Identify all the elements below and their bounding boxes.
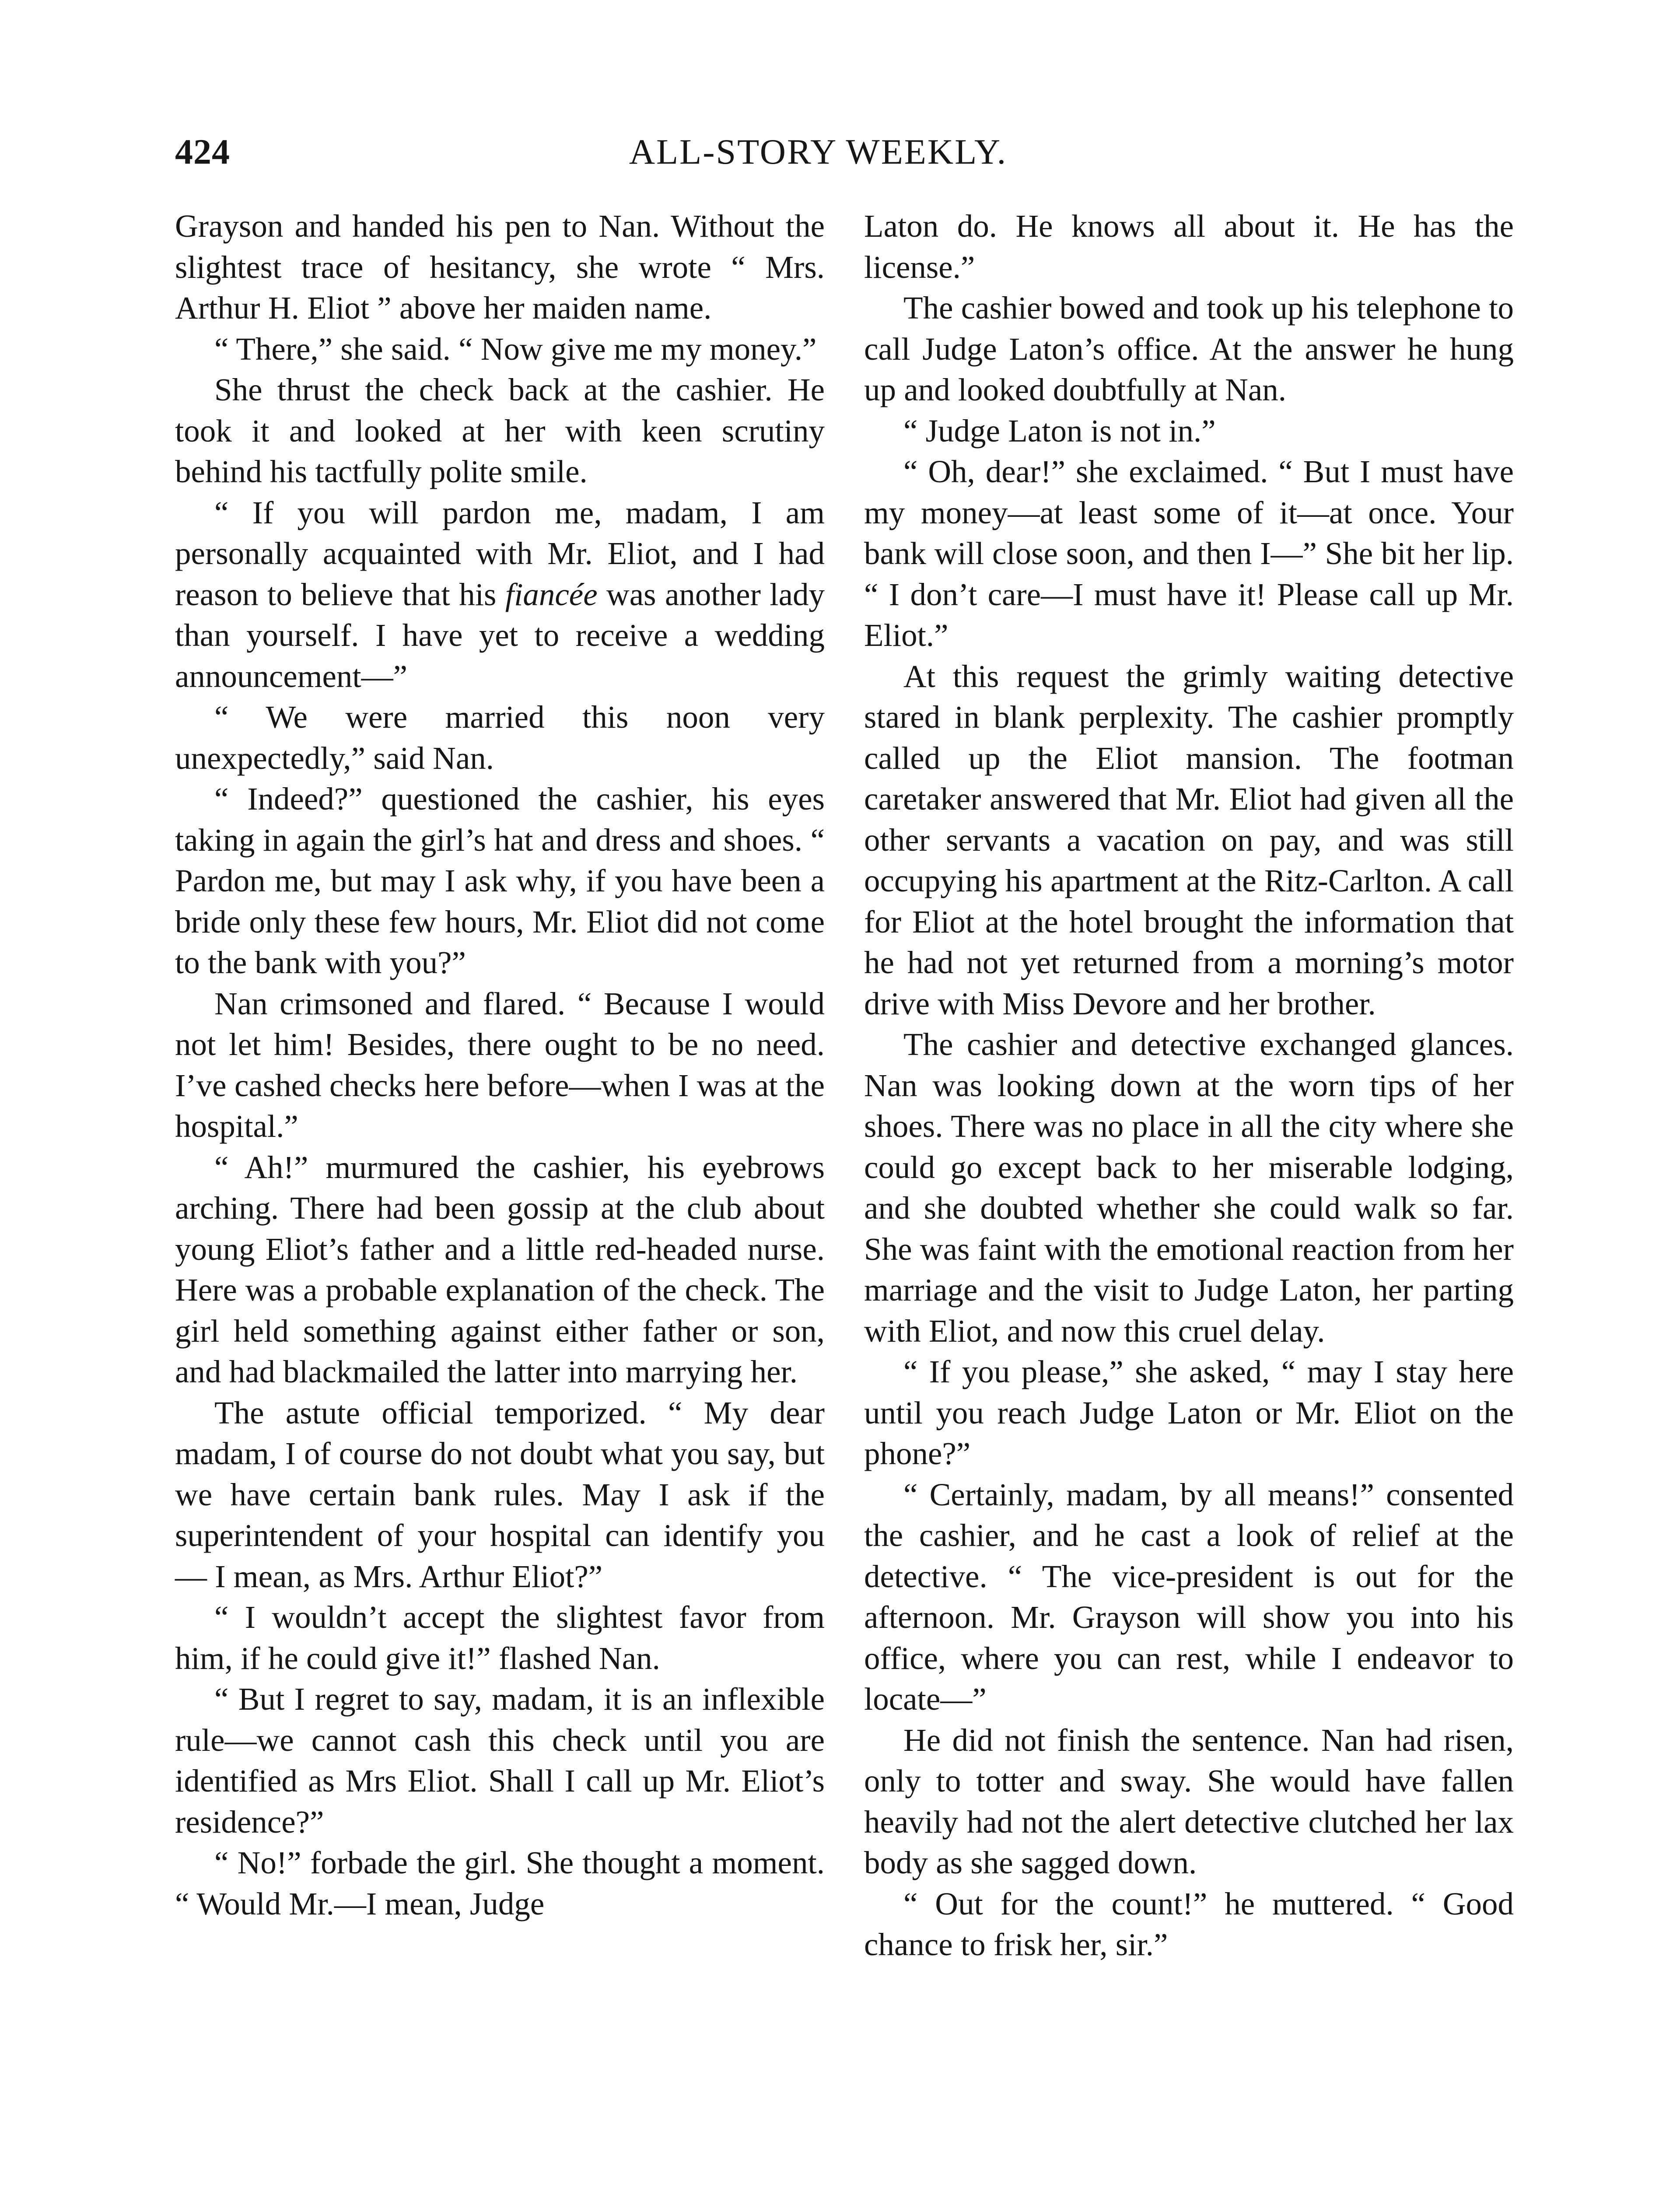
- paragraph: [175, 492, 825, 697]
- paragraph: “ No!” forbade the girl. She thought a moment. “ Would Mr.—I mean, Judge: [175, 1845, 825, 1922]
- paragraph: He did not finish the sentence. Nan had risen, only to totter and sway. She would have fallen heavily had not the alert detective clutched her lax body as she sagged down.: [864, 1722, 1514, 1880]
- paragraph-text: “ If you will pardon me, madam, I am personally acquainted with Mr. Eliot, and I had reason to believe that his: [175, 494, 825, 612]
- running-head: ALL-STORY WEEKLY.: [629, 132, 1008, 172]
- paragraph: “ Oh, dear!” she exclaimed. “ But I must have my money—at least some of it—at once. Your bank will close soon, and then I—” She bit her lip. “ I don’t care—I must have it! Please call up Mr. Eliot.”: [864, 454, 1514, 653]
- paragraph: She thrust the check back at the cashier. He took it and looked at her with keen scrutiny behind his tactfully polite smile.: [175, 372, 825, 489]
- paragraph: “ If you please,” she asked, “ may I stay here until you reach Judge Laton or Mr. Eliot on the phone?”: [864, 1354, 1514, 1471]
- paragraph: “ But I regret to say, madam, it is an inflexible rule—we cannot cash this check until you are identified as Mrs Eliot. Shall I call up Mr. Eliot’s residence?”: [175, 1681, 825, 1840]
- paragraph-text: was another lady than yourself. I have yet to receive a wedding announcement—”: [175, 576, 825, 694]
- paragraph: “ Judge Laton is not in.”: [903, 413, 1216, 449]
- paragraph: “ There,” she said. “ Now give me my money.”: [214, 331, 817, 367]
- paragraph: Laton do. He knows all about it. He has the license.”: [864, 208, 1514, 285]
- paragraph: The astute official temporized. “ My dear madam, I of course do not doubt what you say, but we have certain bank rules. May I ask if the superintendent of your hospital can identify you — I mean, as Mrs. Arthur Eliot?”: [175, 1395, 825, 1594]
- left-column: [175, 206, 825, 1924]
- page-number: 424: [175, 132, 230, 172]
- paragraph: Grayson and handed his pen to Nan. Without the slightest trace of hesitancy, she wrote “ Mrs. Arthur H. Eliot ” above her maiden name.: [175, 208, 825, 326]
- paragraph: Nan crimsoned and flared. “ Because I would not let him! Besides, there ought to be no need. I’ve cashed checks here before—when I was at the hospital.”: [175, 985, 825, 1144]
- paragraph: The cashier bowed and took up his telephone to call Judge Laton’s office. At the answer he hung up and looked doubtfully at Nan.: [864, 290, 1514, 407]
- paragraph: At this request the grimly waiting detective stared in blank perplexity. The cashier promptly called up the Eliot mansion. The footman caretaker answered that Mr. Eliot had given all the other servants a vacation on pay, and was still occupying his apartment at the Ritz-Carlton. A call for Eliot at the hotel brought the information that he had not yet returned from a morning’s motor drive with Miss Devore and her brother.: [864, 658, 1514, 1021]
- italic-word: fiancée: [505, 576, 598, 612]
- paragraph: “ Out for the count!” he muttered. “ Good chance to frisk her, sir.”: [864, 1886, 1514, 1962]
- paragraph: “ We were married this noon very unexpectedly,” said Nan.: [175, 699, 825, 776]
- page-header: [175, 131, 1461, 184]
- paragraph: “ Indeed?” questioned the cashier, his eyes taking in again the girl’s hat and dress and shoes. “ Pardon me, but may I ask why, if you have been a bride only these few hours, Mr. Eliot did not come to the bank with you?”: [175, 781, 825, 980]
- paragraph: “ Certainly, madam, by all means!” consented the cashier, and he cast a look of relief at the detective. “ The vice-president is out for the afternoon. Mr. Grayson will show you into his office, where you can rest, while I endeavor to locate—”: [864, 1476, 1514, 1717]
- paragraph: “ I wouldn’t accept the slightest favor from him, if he could give it!” flashed Nan.: [175, 1599, 825, 1676]
- right-column: [864, 206, 1514, 1965]
- paragraph: “ Ah!” murmured the cashier, his eyebrows arching. There had been gossip at the club about young Eliot’s father and a little red-headed nurse. Here was a probable explanation of the check. The girl held something against either father or son, and had blackmailed the latter into marrying her.: [175, 1149, 825, 1389]
- paragraph: The cashier and detective exchanged glances. Nan was looking down at the worn tips of her shoes. There was no place in all the city where she could go except back to her miserable lodging, and she doubted whether she could walk so far. She was faint with the emotional reaction from her marriage and the visit to Judge Laton, her parting with Eliot, and now this cruel delay.: [864, 1027, 1514, 1349]
